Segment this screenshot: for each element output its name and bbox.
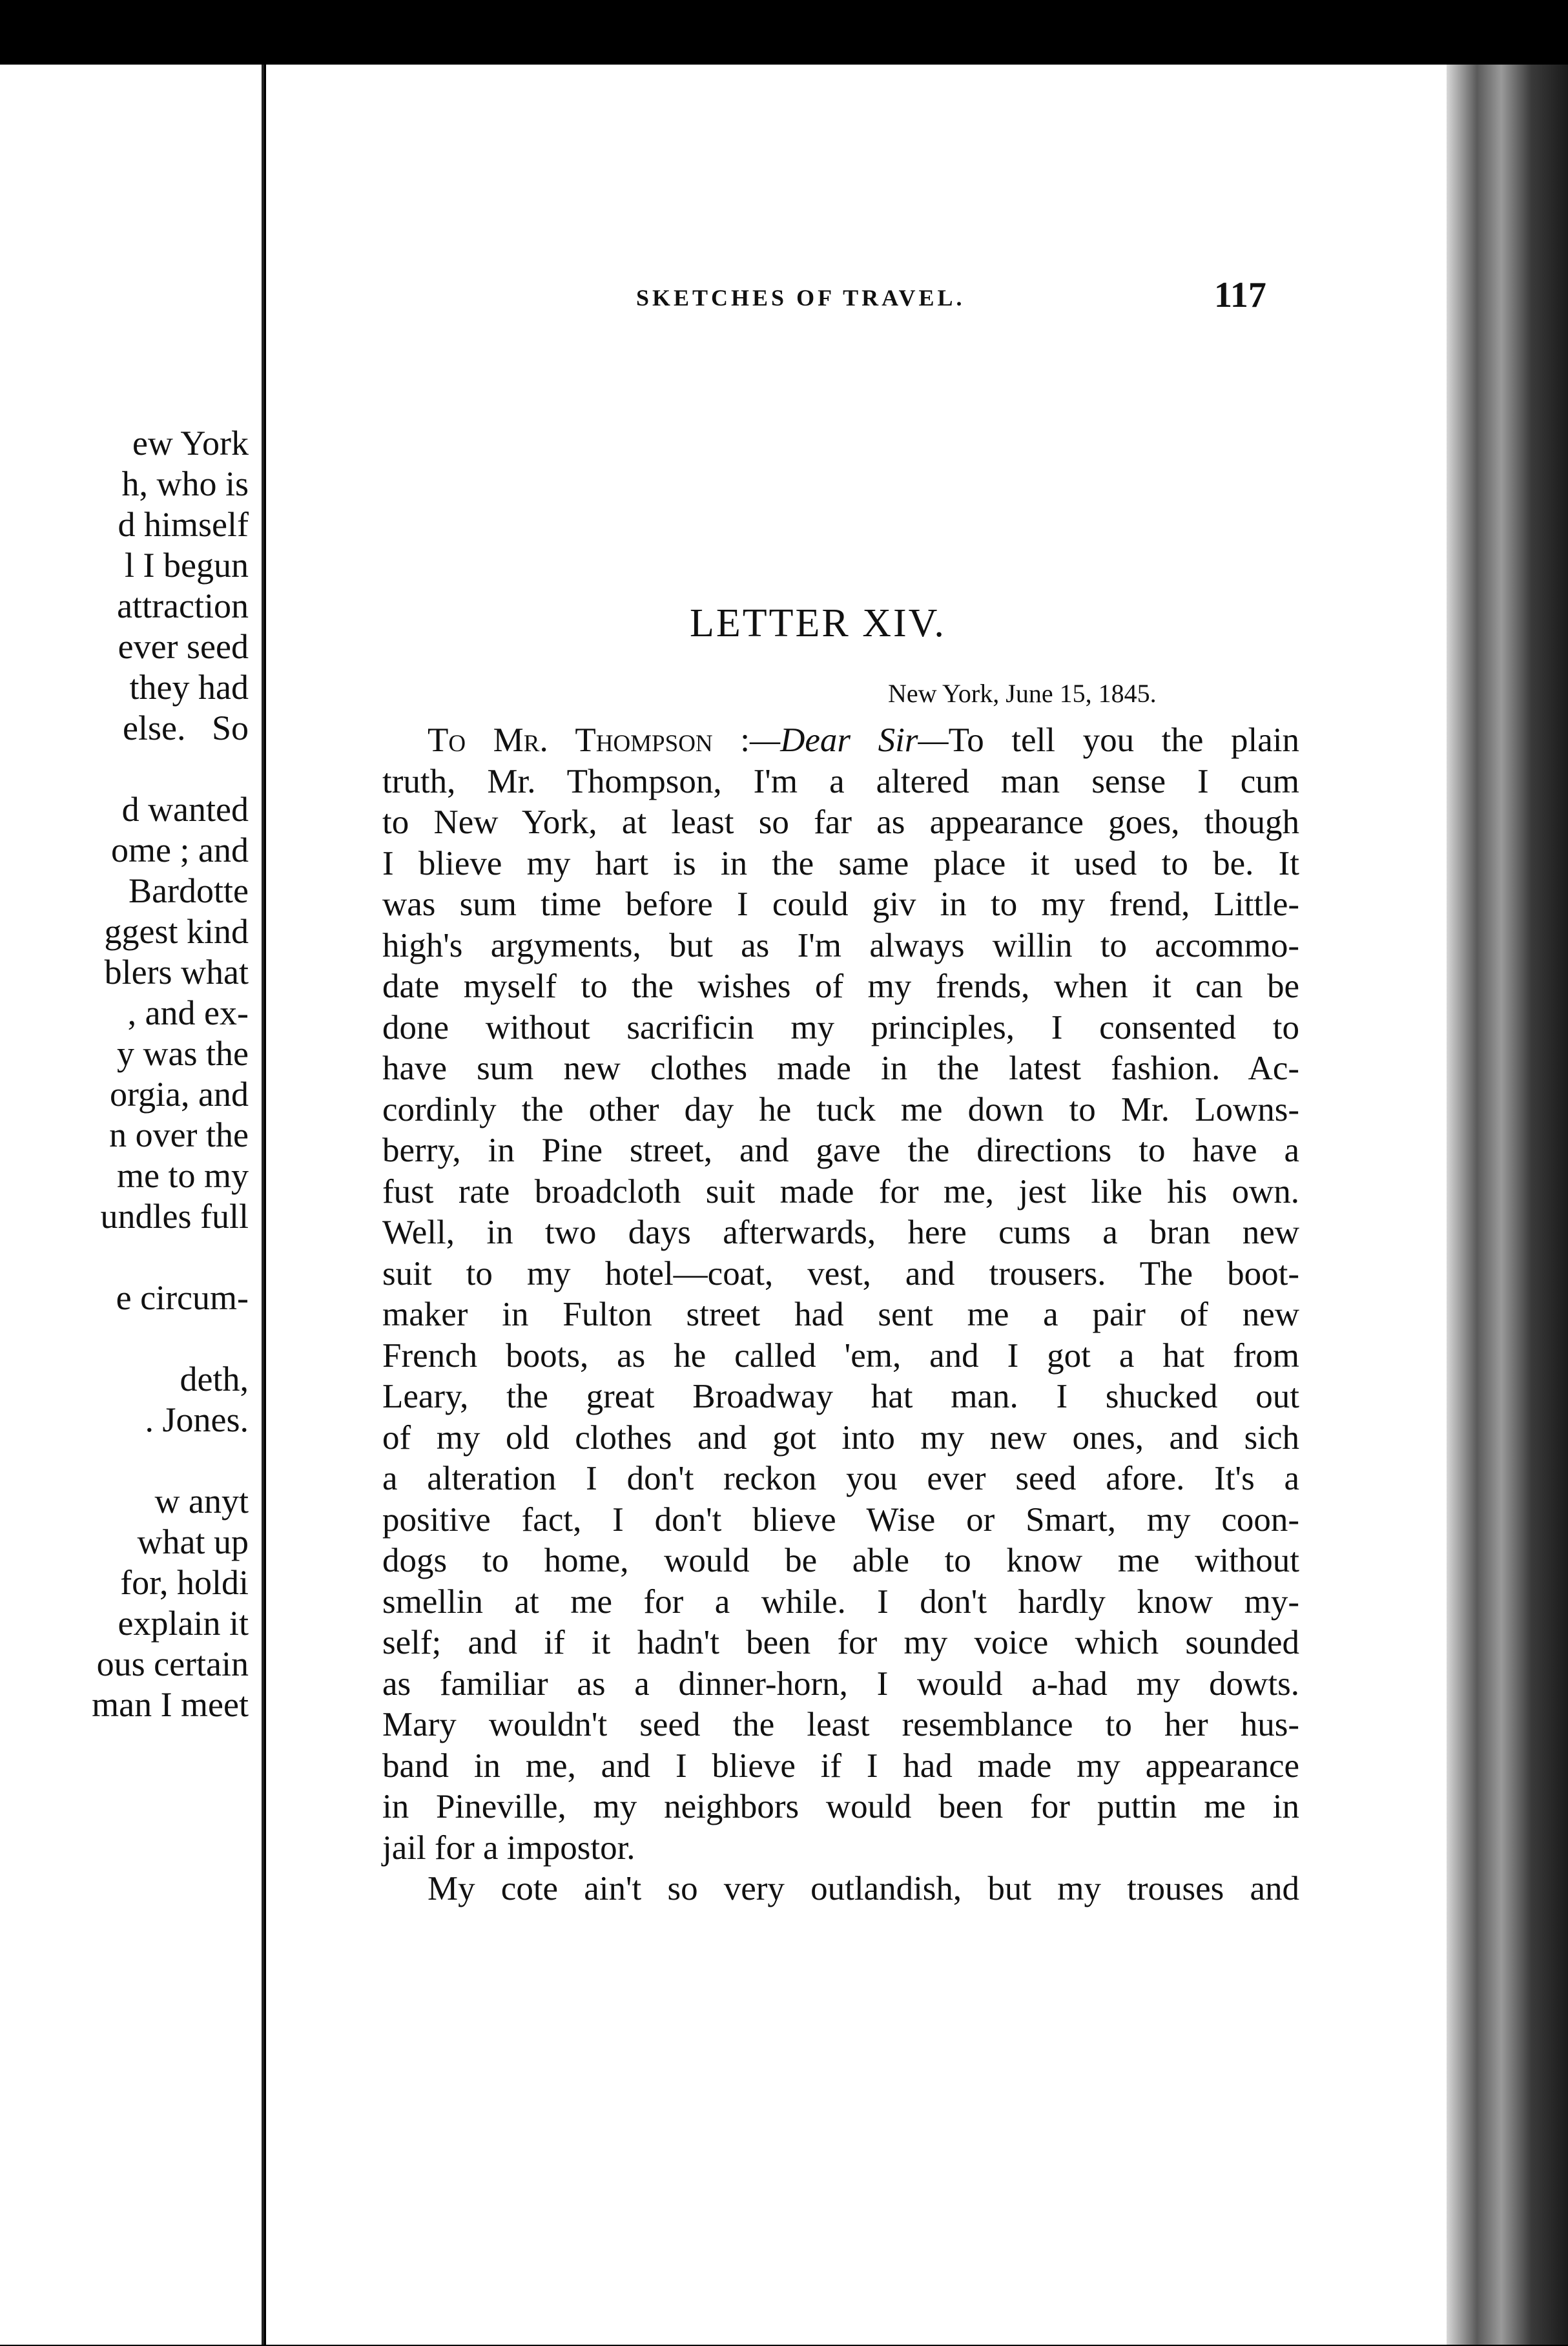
left-page-line: h, who is xyxy=(121,464,249,503)
body-line: self; and if it hadn't been for my voice which sounded xyxy=(382,1624,1299,1661)
body-line: positive fact, I don't blieve Wise or Smart, my coon- xyxy=(382,1500,1299,1539)
next-paragraph-line: My cote ain't so very outlandish, but my trouses and xyxy=(428,1870,1299,1907)
left-page-line: . Jones. xyxy=(145,1400,249,1439)
left-page-line xyxy=(92,1237,249,1278)
left-page-line: attraction xyxy=(117,586,249,625)
body-line: date myself to the wishes of my frends, when it can be xyxy=(382,968,1299,1005)
chapter-title: LETTER XIV. xyxy=(690,601,946,645)
left-page-line: , and ex- xyxy=(127,993,249,1032)
body-line: smellin at me for a while. I don't hardly know my- xyxy=(382,1583,1299,1621)
salutation-line xyxy=(382,720,1299,762)
left-page-line: l I begun xyxy=(125,546,249,585)
letter-body xyxy=(382,720,1299,1910)
left-page-line: what up xyxy=(137,1522,249,1561)
body-line: as familiar as a dinner-horn, I would a-had my dowts. xyxy=(382,1665,1299,1703)
left-page-line: ous certain xyxy=(96,1645,249,1683)
body-line: I blieve my hart is in the same place it used to be. It xyxy=(382,844,1299,882)
left-page-line: ggest kind xyxy=(104,912,249,951)
left-page-line: ever seed xyxy=(118,627,249,666)
left-page-line: deth, xyxy=(180,1360,249,1398)
left-page-line: y was the xyxy=(117,1034,249,1073)
salutation-text: To tell you the plain xyxy=(948,721,1299,759)
body-line: done without sacrificin my principles, I consented to xyxy=(382,1008,1299,1046)
left-page-line: for, holdi xyxy=(120,1563,249,1602)
body-line: of my old clothes and got into my new ones, and sich xyxy=(382,1418,1299,1457)
left-page-line: me to my xyxy=(117,1156,249,1195)
body-line: dogs to home, would be able to know me without xyxy=(382,1542,1299,1579)
left-page-line xyxy=(92,1318,249,1359)
body-line: maker in Fulton street had sent me a pair of new xyxy=(382,1296,1299,1333)
left-page-line: w anyt xyxy=(154,1482,249,1521)
body-line: suit to my hotel—coat, vest, and trousers. The boot- xyxy=(382,1254,1299,1292)
salutation-recipient: To Mr. Thompson : xyxy=(428,721,750,759)
left-page-line: d wanted xyxy=(121,790,249,829)
body-line: in Pineville, my neighbors would been for puttin me in xyxy=(382,1788,1299,1825)
body-line: Leary, the great Broadway hat man. I shucked out xyxy=(382,1378,1299,1415)
body-line: a alteration I don't reckon you ever seed afore. It's a xyxy=(382,1460,1299,1497)
left-page-line: Bardotte xyxy=(129,871,249,910)
body-line: have sum new clothes made in the latest fashion. Ac- xyxy=(382,1050,1299,1087)
left-page-line xyxy=(92,749,249,789)
left-page-line: n over the xyxy=(109,1116,249,1154)
body-line: French boots, as he called 'em, and I got a hat from xyxy=(382,1336,1299,1375)
left-page-line: else. So xyxy=(123,709,249,747)
body-line: Mary wouldn't seed the least resemblance to her hus- xyxy=(382,1706,1299,1743)
left-page xyxy=(0,65,264,2345)
page-number: 117 xyxy=(1214,275,1266,315)
left-page-line xyxy=(92,1440,249,1481)
left-page-line: they had xyxy=(129,668,249,707)
body-line: cordinly the other day he tuck me down to Mr. Lowns- xyxy=(382,1090,1299,1128)
left-page-text xyxy=(92,423,249,1725)
body-line: fust rate broadcloth suit made for me, jest like his own. xyxy=(382,1172,1299,1210)
left-page-line: ome ; and xyxy=(111,831,249,869)
body-line: high's argyments, but as I'm always willin to accommo- xyxy=(382,926,1299,964)
body-line: was sum time before I could giv in to my frend, Little- xyxy=(382,886,1299,923)
book-page-edge xyxy=(1447,65,1568,2345)
salutation-greeting: —Dear Sir— xyxy=(749,721,949,759)
left-page-line: blers what xyxy=(104,953,249,991)
left-page-line: undles full xyxy=(100,1197,249,1236)
running-head: SKETCHES OF TRAVEL. xyxy=(636,285,965,311)
left-page-line: orgia, and xyxy=(110,1075,249,1114)
body-line: berry, in Pine street, and gave the directions to have a xyxy=(382,1132,1299,1169)
left-page-line: d himself xyxy=(118,505,249,544)
body-line: Well, in two days afterwards, here cums a bran new xyxy=(382,1214,1299,1251)
left-page-line: man I meet xyxy=(92,1685,249,1724)
left-page-line: explain it xyxy=(118,1604,249,1643)
body-line: band in me, and I blieve if I had made my appearance xyxy=(382,1747,1299,1785)
paragraph-end-line: jail for a impostor. xyxy=(382,1829,635,1867)
body-line: to New York, at least so far as appearance goes, though xyxy=(382,804,1299,841)
left-page-line: ew York xyxy=(132,424,249,462)
body-line: truth, Mr. Thompson, I'm a altered man sense I cum xyxy=(382,762,1299,800)
dateline: New York, June 15, 1845. xyxy=(888,679,1157,708)
left-page-line: e circum- xyxy=(116,1278,249,1317)
